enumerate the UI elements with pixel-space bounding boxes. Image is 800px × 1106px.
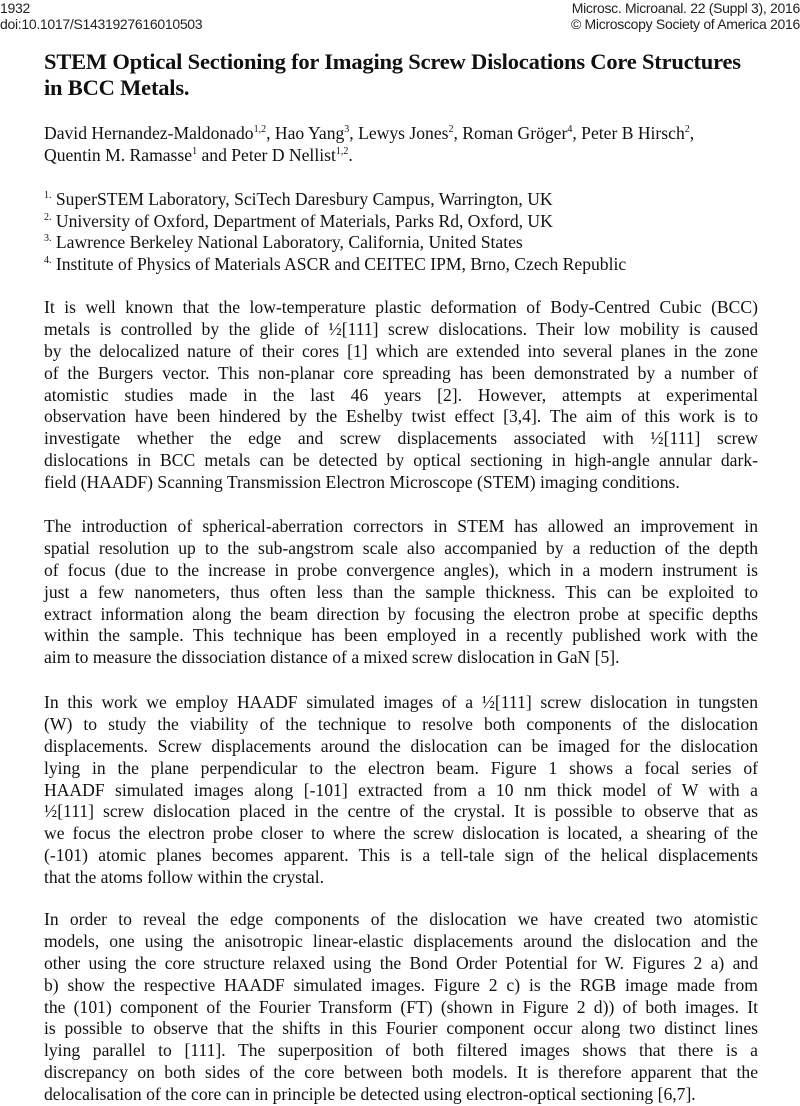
affiliation: [44, 254, 760, 276]
author-affiliation-marker: 2: [448, 124, 454, 135]
affiliation-text: Lawrence Berkeley National Laboratory, California, United States: [51, 232, 523, 253]
affiliation-number: 3.: [44, 233, 52, 245]
affiliation-text: Institute of Physics of Materials ASCR and CEITEC IPM, Brno, Czech Republic: [51, 254, 627, 275]
author-line: [44, 144, 760, 166]
text-line: other using the core structure relaxed using the Bond Order Potential for W. Figures 2 a) and: [44, 952, 758, 973]
title-line: STEM Optical Sectioning for Imaging Screw Dislocations Core Structures: [44, 49, 741, 74]
text-line: observation have been hindered by the Eshelby twist effect [3,4]. The aim of this work is to: [44, 406, 758, 427]
author-name: David Hernandez-Maldonado: [44, 123, 254, 143]
affiliation-number: 4.: [44, 255, 52, 267]
author-list: [44, 122, 760, 166]
text-line: of focus (due to the increase in probe convergence angles), which in a modern instrument is: [44, 559, 758, 580]
paragraph-intro: [44, 297, 758, 494]
journal-citation: Microsc. Microanal. 22 (Suppl 3), 2016: [571, 0, 800, 16]
text-line: In this work we employ HAADF simulated images of a ½[111] screw dislocation in tungsten: [44, 692, 758, 712]
text-line: within the sample. This technique has been employed in a recently published work with the: [44, 625, 758, 646]
text-line: that the atoms follow within the crystal.: [44, 867, 324, 888]
text-line: b) show the respective HAADF simulated images. Figure 2 c) is the RGB image made from: [44, 974, 758, 995]
text-line: spatial resolution up to the sub-angstrom scale also accompanied by a reduction of the depth: [44, 537, 758, 558]
text-line: of the Burgers vector. This non-planar core spreading has been demonstrated by a number of: [44, 362, 758, 383]
text-line: field (HAADF) Scanning Transmission Electron Microscope (STEM) imaging conditions.: [44, 472, 680, 493]
text-line: the (101) component of the Fourier Transform (FT) (shown in Figure 2 d)) of both images. It: [44, 996, 758, 1017]
text-line: is possible to observe that the shifts in this Fourier component occur along two distinct lines: [44, 1018, 758, 1039]
paper-title: [44, 49, 764, 101]
text-line: by the delocalized nature of their cores [1] which are extended into several planes in the zone: [44, 340, 758, 361]
text-line: ½[111] screw dislocation placed in the centre of the crystal. It is possible to observe that as: [44, 801, 758, 822]
text-line: lying parallel to [111]. The superposition of both filtered images shows that there is a: [44, 1040, 758, 1061]
author-name: Lewys Jones: [358, 123, 449, 143]
affiliation: [44, 232, 760, 254]
author-separator: .: [348, 145, 353, 165]
author-separator: ,: [689, 123, 695, 143]
paragraph-edge-components: [44, 909, 758, 1106]
author-separator: ,: [349, 123, 359, 143]
text-line: extract information along the beam direction by focusing the electron probe at specific depths: [44, 603, 758, 624]
affiliation-number: 1.: [44, 190, 52, 201]
author-name: Hao Yang: [274, 123, 345, 143]
text-line: lying in the plane perpendicular to the electron beam. Figure 1 shows a focal series of: [44, 757, 758, 778]
affiliation-number: 2.: [44, 211, 52, 223]
author-separator: and: [197, 145, 232, 165]
author-affiliation-marker: 4: [567, 124, 573, 135]
text-line: discrepancy on both sides of the core between both models. It is therefore apparent that the: [44, 1062, 758, 1083]
text-line: It is well known that the low-temperature plastic deformation of Body-Centred Cubic (BCC): [44, 297, 758, 317]
paragraph-aberration-correctors: [44, 516, 758, 669]
title-line: in BCC Metals.: [44, 75, 190, 100]
affiliation: [44, 211, 760, 233]
text-line: delocalisation of the core can in principle be detected using electron-optical sectioning [6,7].: [44, 1084, 696, 1105]
text-line: we focus the electron probe closer to where the screw dislocation is located, a shearing of the: [44, 823, 758, 844]
author-affiliation-marker: 1,2: [253, 124, 267, 135]
author-name: Roman Gröger: [462, 123, 568, 143]
author-name: Quentin M. Ramasse: [44, 145, 193, 165]
header-left: [0, 0, 202, 32]
text-line: metals is controlled by the glide of ½[111] screw dislocations. Their low mobility is caused: [44, 318, 758, 339]
affiliation-list: [44, 189, 760, 276]
author-affiliation-marker: 2: [684, 124, 690, 135]
text-line: In order to reveal the edge components of the dislocation we have created two atomistic: [44, 909, 758, 929]
text-line: investigate whether the edge and screw displacements associated with ½[111] screw: [44, 428, 758, 449]
header-right: [571, 0, 800, 32]
text-line: aim to measure the dissociation distance of a mixed screw dislocation in GaN [5].: [44, 647, 620, 668]
author-affiliation-marker: 1: [192, 146, 198, 157]
text-line: just a few nanometers, thus often less than the sample thickness. This can be exploited to: [44, 581, 758, 602]
text-line: displacements. Screw displacements around the dislocation can be imaged for the dislocation: [44, 735, 758, 756]
author-separator: ,: [266, 123, 275, 143]
affiliation-text: University of Oxford, Department of Materials, Parks Rd, Oxford, UK: [51, 210, 553, 231]
text-line: atomistic studies made in the last 46 years [2]. However, attempts at experimental: [44, 384, 758, 405]
author-line: [44, 122, 760, 144]
text-line: dislocations in BCC metals can be detected by optical sectioning in high-angle annular dark-: [44, 450, 758, 471]
paragraph-screw-displacements: [44, 692, 758, 889]
text-line: (W) to study the viability of the technique to resolve both components of the dislocation: [44, 713, 758, 734]
author-affiliation-marker: 3: [344, 124, 350, 135]
author-separator: ,: [453, 123, 463, 143]
author-name: Peter B Hirsch: [581, 123, 685, 143]
page-number: 1932: [0, 0, 30, 16]
author-affiliation-marker: 1,2: [335, 146, 349, 157]
text-line: (-101) atomic planes becomes apparent. This is a tell-tale sign of the helical displacements: [44, 845, 758, 866]
text-line: The introduction of spherical-aberration correctors in STEM has allowed an improvement in: [44, 516, 758, 536]
text-line: models, one using the anisotropic linear-elastic displacements around the dislocation and the: [44, 930, 758, 951]
text-line: HAADF simulated images along [-101] extracted from a 10 nm thick model of W with a: [44, 779, 758, 800]
affiliation-text: SuperSTEM Laboratory, SciTech Daresbury Campus, Warrington, UK: [51, 189, 553, 209]
doi: doi:10.1017/S1431927616010503: [0, 16, 203, 32]
copyright: © Microscopy Society of America 2016: [570, 16, 800, 32]
affiliation: [44, 189, 760, 211]
author-name: Peter D Nellist: [231, 145, 336, 165]
author-separator: ,: [572, 123, 582, 143]
